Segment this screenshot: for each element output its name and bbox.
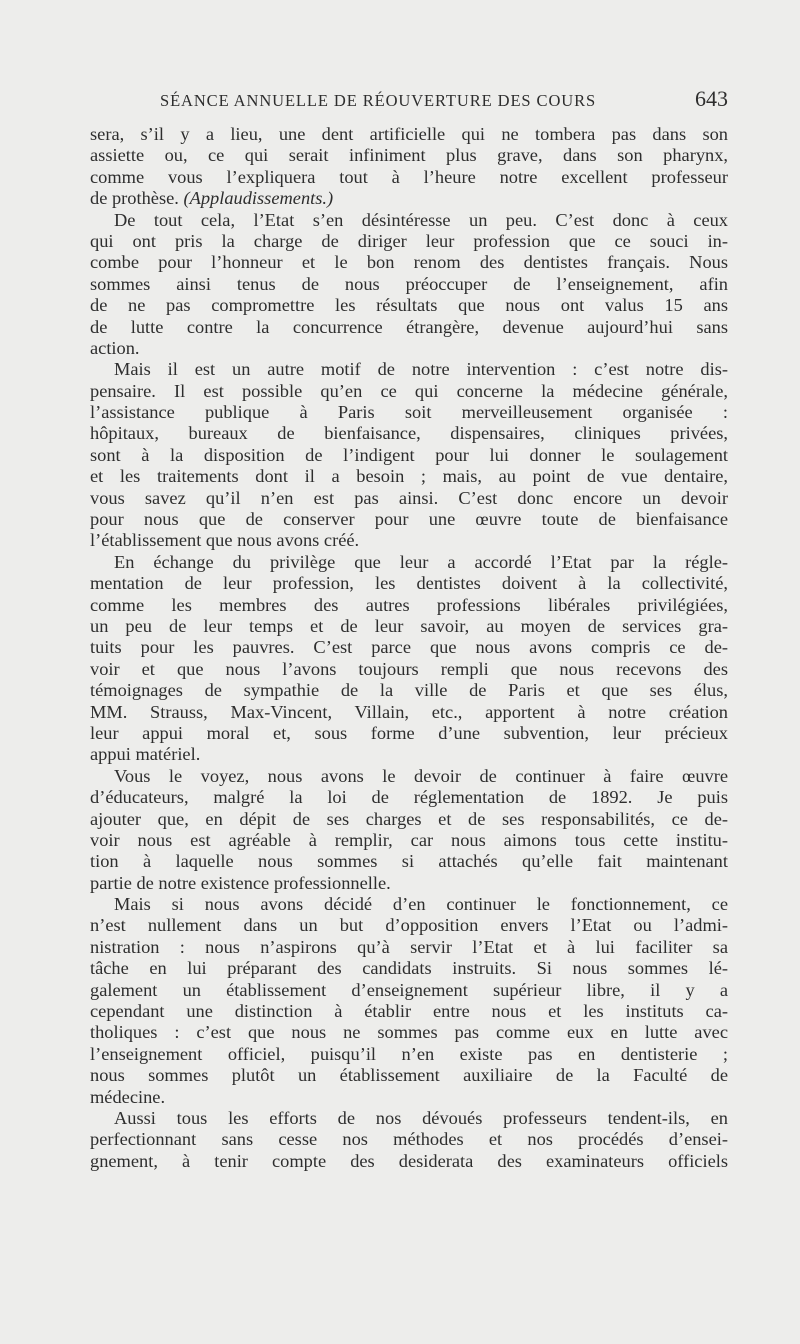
text-line: de lutte contre la concurrence étrangère, devenue aujourd’hui sans [90, 316, 728, 337]
text-line: assiette ou, ce qui serait infiniment plus grave, dans son pharynx, [90, 145, 728, 166]
text-fragment: de prothèse. [90, 188, 179, 209]
text-line: et les traitements dont il a besoin ; mais, au point de vue dentaire, [90, 466, 728, 487]
text-line: comme vous l’expliquera tout à l’heure notre excellent professeur [90, 166, 728, 187]
text-line: gnement, à tenir compte des desiderata des examinateurs officiels [90, 1150, 728, 1171]
text-line: voir nous est agréable à remplir, car nous aimons tous cette institu- [90, 829, 728, 850]
text-line: appui matériel. [90, 744, 201, 765]
paragraph-start: Mais si nous avons décidé d’en continuer le fonctionnement, ce [114, 894, 728, 915]
text-line: pensaire. Il est possible qu’en ce qui concerne la médecine générale, [90, 380, 728, 401]
text-line: témoignages de sympathie de la ville de Paris et que ses élus, [90, 680, 728, 701]
text-line: MM. Strauss, Max-Vincent, Villain, etc., apportent à notre création [90, 701, 728, 722]
text-line: action. [90, 337, 140, 358]
text-line: l’assistance publique à Paris soit merveilleusement organisée : [90, 402, 728, 423]
page-number: 643 [695, 86, 728, 111]
text-line: mentation de leur profession, les dentistes doivent à la collectivité, [90, 573, 728, 594]
text-line: un peu de leur temps et de leur savoir, au moyen de services gra- [90, 615, 728, 636]
text-line: tholiques : c’est que nous ne sommes pas comme eux en lutte avec [90, 1022, 728, 1043]
text-line: combe pour l’honneur et le bon renom des dentistes français. Nous [90, 252, 728, 273]
text-line: voir et que nous l’avons toujours rempli que nous recevons des [90, 658, 728, 679]
text-line: cependant une distinction à établir entre nous et les instituts ca- [90, 1001, 728, 1022]
text-line: galement un établissement d’enseignement supérieur libre, il y a [90, 979, 728, 1000]
text-line: tâche en lui préparant des candidats instruits. Si nous sommes lé- [90, 958, 728, 979]
text-line: nous sommes plutôt un établissement auxiliaire de la Faculté de [90, 1065, 728, 1086]
text-line: ajouter que, en dépit de ses charges et de ses responsabilités, ce de- [90, 808, 728, 829]
text-line: tion à laquelle nous sommes si attachés qu’elle fait maintenant [90, 851, 728, 872]
paragraph-start: De tout cela, l’Etat s’en désintéresse un peu. C’est donc à ceux [114, 209, 728, 230]
text-line: médecine. [90, 1086, 166, 1107]
text-line: sommes ainsi tenus de nous préoccuper de l’enseignement, afin [90, 273, 728, 294]
text-line: nistration : nous n’aspirons qu’à servir l’Etat et à lui faciliter sa [90, 936, 728, 957]
running-head [90, 86, 728, 116]
text-line: sera, s’il y a lieu, une dent artificielle qui ne tombera pas dans son [90, 124, 728, 144]
paragraph-start: Aussi tous les efforts de nos dévoués professeurs tendent-ils, en [114, 1107, 728, 1128]
text-line: d’éducateurs, malgré la loi de réglementation de 1892. Je puis [90, 787, 728, 808]
text-line: leur appui moral et, sous forme d’une subvention, leur précieux [90, 722, 728, 743]
text-line: tuits pour les pauvres. C’est parce que nous avons compris ce de- [90, 637, 728, 658]
text-line [90, 188, 728, 209]
applause-note: (Applaudissements.) [183, 188, 334, 209]
text-line: n’est nullement dans un but d’opposition envers l’Etat ou l’admi- [90, 915, 728, 936]
paragraph-start: Mais il est un autre motif de notre intervention : c’est notre dis- [114, 359, 728, 380]
running-title: SÉANCE ANNUELLE DE RÉOUVERTURE DES COURS [160, 91, 597, 110]
text-line: qui ont pris la charge de diriger leur profession que ce souci in- [90, 230, 728, 251]
text-line: partie de notre existence professionnelle. [90, 872, 391, 893]
text-line: pour nous que de conserver pour une œuvre toute de bienfaisance [90, 509, 728, 530]
text-line: hôpitaux, bureaux de bienfaisance, dispensaires, cliniques privées, [90, 423, 728, 444]
paragraph-start: Vous le voyez, nous avons le devoir de continuer à faire œuvre [114, 765, 728, 786]
text-line: perfectionnant sans cesse nos méthodes et nos procédés d’ensei- [90, 1129, 728, 1150]
body-text [90, 124, 728, 1172]
text-line: de ne pas compromettre les résultats que nous ont valus 15 ans [90, 295, 728, 316]
text-line: l’établissement que nous avons créé. [90, 530, 360, 551]
paragraph-start: En échange du privilège que leur a accordé l’Etat par la régle- [114, 551, 728, 572]
text-line: vous savez qu’il n’en est pas ainsi. C’est donc encore un devoir [90, 487, 728, 508]
text-line: sont à la disposition de l’indigent pour lui donner le soulagement [90, 444, 728, 465]
text-line: comme les membres des autres professions libérales privilégiées, [90, 594, 728, 615]
text-line: l’enseignement officiel, puisqu’il n’en existe pas en dentisterie ; [90, 1043, 728, 1064]
